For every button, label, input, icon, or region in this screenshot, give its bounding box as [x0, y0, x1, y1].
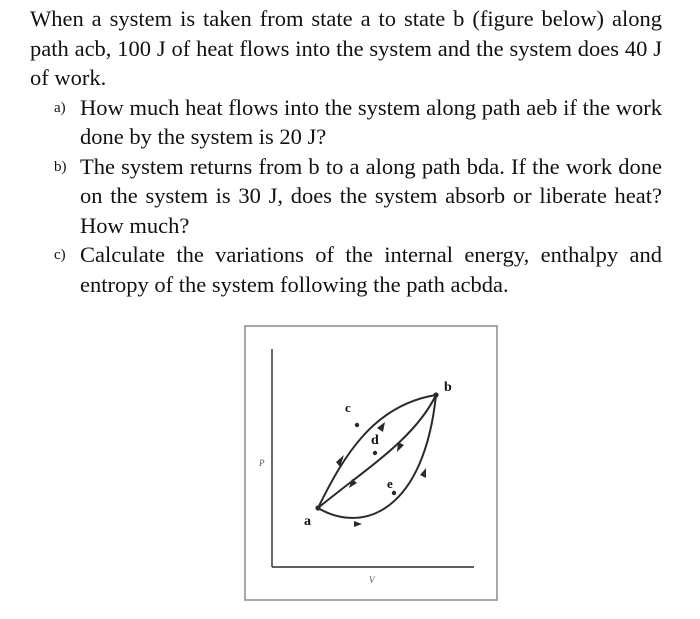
question-marker: c): [54, 247, 66, 263]
pv-diagram-svg: [244, 325, 498, 601]
label-d: d: [371, 433, 379, 448]
question-b: [30, 152, 662, 241]
point-e: [392, 491, 396, 495]
problem-statement: [30, 4, 662, 299]
question-list: [30, 93, 662, 300]
question-c: [30, 240, 662, 299]
figure-frame: [245, 326, 497, 600]
label-a: a: [304, 514, 311, 529]
label-b: b: [444, 380, 452, 395]
question-text: Calculate the variations of the internal energy, enthalpy and entropy of the system following the path acbda.: [80, 242, 662, 297]
point-c: [355, 423, 359, 427]
point-d: [373, 451, 377, 455]
question-a: [30, 93, 662, 152]
x-axis-label: V: [369, 575, 375, 585]
y-axis-label: P: [259, 458, 265, 468]
label-c: c: [345, 400, 351, 415]
question-text: How much heat flows into the system along path aeb if the work done by the system is 20 J?: [80, 94, 662, 149]
label-e: e: [387, 476, 393, 491]
pv-diagram: [244, 325, 498, 601]
problem-intro: When a system is taken from state a to state b (figure below) along path acb, 100 J of heat flows into the system and the system does 40 J of work.: [30, 6, 662, 90]
question-text: The system returns from b to a along path bda. If the work done on the system is 30 J, does the system absorb or liberate heat? How much?: [80, 153, 662, 238]
point-b: [433, 392, 438, 397]
question-marker: a): [54, 99, 66, 116]
point-a: [315, 505, 320, 510]
question-marker: b): [54, 158, 67, 175]
